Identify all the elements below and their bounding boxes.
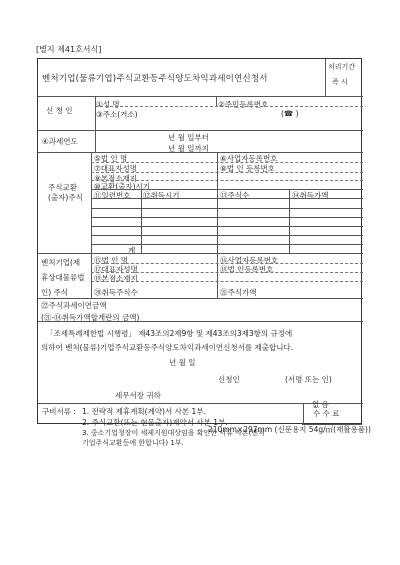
acq-biz-reg-no-label: ⑯사업자등록번호 — [220, 256, 279, 265]
form-number-label: [별지 제41호서식] — [36, 45, 102, 54]
exchange-shares-label-2: (출자)주식 — [48, 193, 83, 202]
applicant-sign-label: 신청인 — [218, 375, 240, 384]
acq-share-count-label: ⑳취득주식수 — [94, 288, 138, 297]
tax-year-label: ④과세연도 — [42, 137, 78, 146]
paper-size-footer: 210mm×297mm (신문용지 54g/㎡(재활용품)) — [208, 425, 371, 434]
applicant-label: 신 청 인 — [46, 106, 73, 115]
fee-label: 수 수 료 — [313, 409, 340, 418]
phone-label: (☎ ) — [281, 109, 299, 118]
corp-name-label: ⑤법 인 명 — [94, 154, 128, 163]
statement-line-2: 의하여 벤처(물류)기업주식교환등주식양도차익과세이연신청서를 제출합니다. — [41, 343, 294, 352]
hq-address-label: ⑨본점소재지 — [94, 174, 137, 183]
acq-corp-reg-no-label: ⑱법 인등록번호 — [220, 265, 274, 274]
address-label: ③주소(거소) — [96, 110, 138, 119]
signature-placeholder: (서명 또는 인) — [285, 375, 332, 384]
processing-period-value: 즉 시 — [332, 78, 348, 86]
rep-name-label: ⑦대표자성명 — [94, 164, 137, 173]
acq-share-price-label: ㉑주식가액 — [220, 288, 257, 297]
required-doc-3: 3. 중소기업청장이 세제지원대상임을 확인한 서류 사본(벤처 — [82, 429, 265, 437]
col-acq-price: ⑭취득가액 — [292, 191, 329, 200]
name-field-label: ①성 명 — [96, 100, 120, 109]
form-title: 벤처기업(물류기업)주식교환등주식양도차익과세이연신청서 — [42, 74, 268, 84]
acquired-shares-label-1: 벤처기업(제 — [41, 258, 81, 267]
col-serial-no: ⑪일련번호 — [94, 191, 131, 200]
required-doc-3-cont: 기업주식교환등에 한합니다) 1부. — [82, 439, 184, 447]
statement-line-1: 「조세특례제한법 시행령」 제43조의2제9항 및 제43조의3제3항의 규정에 — [46, 329, 293, 338]
resident-reg-label: ②주민등록번호 — [218, 100, 269, 109]
total-label: 계 — [128, 246, 136, 255]
tax-office-recipient: 세무서장 귀하 — [115, 391, 161, 400]
col-acq-date: ⑫취득시기 — [143, 191, 180, 200]
exchange-date-label: ⑩교환(출자)시기 — [94, 182, 151, 191]
acquired-shares-label-3: 인) 주식 — [41, 288, 69, 297]
fee-value: 없 음 — [312, 400, 329, 409]
exchange-shares-label-1: 주식교환 — [48, 183, 77, 192]
acq-corp-name-label: ⑮법 인 명 — [94, 256, 129, 265]
acq-hq-address-label: ⑲본점소재지 — [94, 274, 138, 283]
acquired-shares-label-2: 휴상대물류법 — [41, 273, 85, 282]
required-doc-1: 1. 전략적 제휴계획(계약)서 사본 1부. — [82, 407, 206, 416]
tax-year-to: 년 월 일까지 — [168, 144, 209, 153]
submission-date: 년 월 일 — [169, 358, 196, 367]
biz-reg-no-label: ⑥사업자등록번호 — [220, 154, 278, 163]
required-docs-label: 구비서류 : — [42, 407, 76, 416]
processing-period-label: 처리기간 — [328, 63, 356, 71]
deferral-amount-label: ㉒주식과세이연금액 — [41, 301, 107, 310]
col-share-count: ⑬주식수 — [220, 191, 250, 200]
tax-year-from: 년 월 일부터 — [168, 133, 209, 142]
corp-reg-no-label: ⑧법 인 등록번호 — [220, 164, 275, 173]
required-doc-2: 2. 주식교환(또는 현물출자)계약서 사본 1부. — [82, 418, 228, 427]
deferral-amount-formula: (㉑-⑭취득가액합계란의 금액) — [41, 313, 140, 322]
acq-rep-name-label: ⑰대표자성명 — [94, 265, 138, 274]
